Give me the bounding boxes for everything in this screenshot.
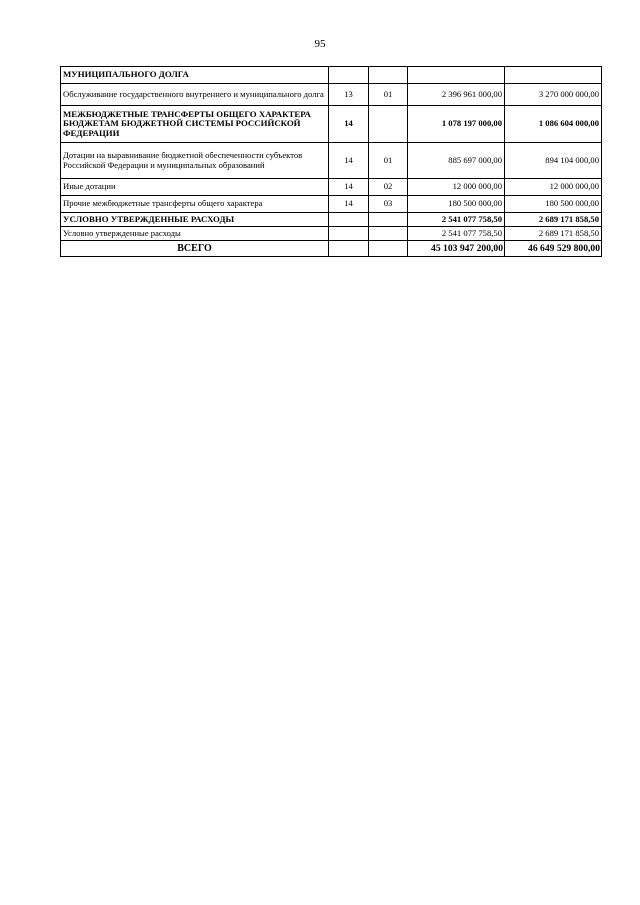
section-code-cell <box>329 213 369 227</box>
amount-year1-cell: 180 500 000,00 <box>408 196 505 213</box>
row-name-cell: Дотации на выравнивание бюджетной обеспеченности субъектов Российской Федерации и муниципальных образований <box>61 143 329 179</box>
section-code-cell: 14 <box>329 196 369 213</box>
amount-year1-cell: 45 103 947 200,00 <box>408 241 505 257</box>
table-row <box>61 84 602 106</box>
row-name-cell: МЕЖБЮДЖЕТНЫЕ ТРАНСФЕРТЫ ОБЩЕГО ХАРАКТЕРА БЮДЖЕТАМ БЮДЖЕТНОЙ СИСТЕМЫ РОССИЙСКОЙ ФЕДЕРАЦИИ <box>61 106 329 143</box>
amount-year2-cell: 2 689 171 858,50 <box>505 213 602 227</box>
table-row <box>61 213 602 227</box>
amount-year2-cell: 1 086 604 000,00 <box>505 106 602 143</box>
section-code-cell: 14 <box>329 143 369 179</box>
table-row <box>61 67 602 84</box>
amount-year1-cell: 885 697 000,00 <box>408 143 505 179</box>
section-code-cell: 13 <box>329 84 369 106</box>
amount-year2-cell: 3 270 000 000,00 <box>505 84 602 106</box>
amount-year1-cell: 2 396 961 000,00 <box>408 84 505 106</box>
table-row <box>61 143 602 179</box>
section-code-cell <box>329 227 369 241</box>
subsection-code-cell: 02 <box>369 179 408 196</box>
subsection-code-cell <box>369 213 408 227</box>
total-row <box>61 241 602 257</box>
subsection-code-cell <box>369 227 408 241</box>
table-row <box>61 179 602 196</box>
subsection-code-cell <box>369 241 408 257</box>
row-name-cell: Условно утвержденные расходы <box>61 227 329 241</box>
amount-year1-cell: 2 541 077 758,50 <box>408 227 505 241</box>
row-name-cell: УСЛОВНО УТВЕРЖДЕННЫЕ РАСХОДЫ <box>61 213 329 227</box>
amount-year2-cell: 894 104 000,00 <box>505 143 602 179</box>
amount-year1-cell <box>408 67 505 84</box>
row-name-cell: Прочие межбюджетные трансферты общего характера <box>61 196 329 213</box>
amount-year1-cell: 2 541 077 758,50 <box>408 213 505 227</box>
section-code-cell <box>329 241 369 257</box>
amount-year1-cell: 12 000 000,00 <box>408 179 505 196</box>
amount-year1-cell: 1 078 197 000,00 <box>408 106 505 143</box>
subsection-code-cell: 03 <box>369 196 408 213</box>
section-code-cell: 14 <box>329 106 369 143</box>
budget-table <box>60 66 602 257</box>
section-code-cell: 14 <box>329 179 369 196</box>
amount-year2-cell: 2 689 171 858,50 <box>505 227 602 241</box>
amount-year2-cell: 46 649 529 800,00 <box>505 241 602 257</box>
table-row <box>61 227 602 241</box>
table-row <box>61 196 602 213</box>
table-row <box>61 106 602 143</box>
section-code-cell <box>329 67 369 84</box>
amount-year2-cell <box>505 67 602 84</box>
row-name-cell: Обслуживание государственного внутреннего и муниципального долга <box>61 84 329 106</box>
subsection-code-cell: 01 <box>369 84 408 106</box>
subsection-code-cell <box>369 67 408 84</box>
row-name-cell: МУНИЦИПАЛЬНОГО ДОЛГА <box>61 67 329 84</box>
amount-year2-cell: 180 500 000,00 <box>505 196 602 213</box>
budget-table-body <box>61 67 602 257</box>
amount-year2-cell: 12 000 000,00 <box>505 179 602 196</box>
subsection-code-cell <box>369 106 408 143</box>
subsection-code-cell: 01 <box>369 143 408 179</box>
page-number: 95 <box>314 38 326 50</box>
row-name-cell: ВСЕГО <box>61 241 329 257</box>
row-name-cell: Иные дотации <box>61 179 329 196</box>
